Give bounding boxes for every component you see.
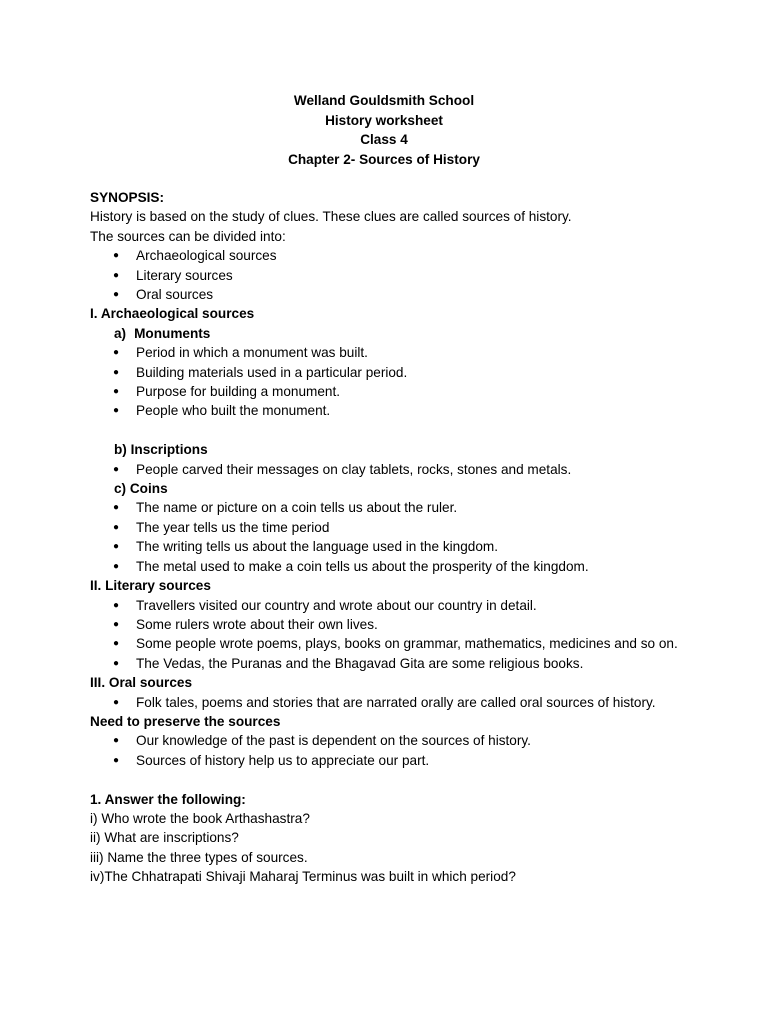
question-item: ii) What are inscriptions? [90,830,239,846]
bullet-icon: ● [113,696,120,708]
bullet-text: People carved their messages on clay tablets, rocks, stones and metals. [136,461,572,477]
bullet-text: Some people wrote poems, plays, books on grammar, mathematics, medicines and so on. [136,636,678,652]
bullet-item [90,382,680,401]
subsection-heading-coins: c) Coins [114,481,168,497]
class-label: Class 4 [360,132,408,147]
bullet-icon: ● [113,502,120,514]
bullet-icon: ● [113,289,120,301]
bullet-item [90,693,680,712]
bullet-text: Our knowledge of the past is dependent on the sources of history. [136,733,531,749]
subsection-label: Monuments [134,325,211,341]
literary-list [90,596,680,674]
bullet-icon: ● [113,366,120,378]
question-item: iii) Name the three types of sources. [90,849,308,865]
section-heading-oral: III. Oral sources [90,675,192,691]
bullet-text: Purpose for building a monument. [136,384,341,400]
bullet-text: Literary sources [136,267,233,283]
synopsis-text: History is based on the study of clues. These clues are called sources of history. [90,209,572,225]
spacer [90,770,680,789]
bullet-item [90,266,680,285]
bullet-text: People who built the monument. [136,403,331,419]
bullet-item [90,343,680,362]
source-types-list [90,246,680,304]
school-name: Welland Gouldsmith School [293,93,475,108]
coins-list [90,498,680,576]
bullet-icon: ● [113,463,120,475]
bullet-item [90,557,680,576]
bullet-item [90,285,680,304]
questions-heading: 1. Answer the following: [90,791,246,807]
bullet-icon: ● [113,521,120,533]
spacer [90,421,680,440]
bullet-icon: ● [113,405,120,417]
chapter-title: Chapter 2- Sources of History [288,151,480,167]
bullet-text: Folk tales, poems and stories that are narrated orally are called oral sources of history. [136,694,656,710]
bullet-item [90,731,680,750]
bullet-icon: ● [113,618,120,630]
bullet-text: The Vedas, the Puranas and the Bhagavad Gita are some religious books. [136,655,584,671]
bullet-text: The metal used to make a coin tells us about the prosperity of the kingdom. [136,558,589,574]
bullet-item [90,654,680,673]
bullet-text: Travellers visited our country and wrote about our country in detail. [136,597,537,613]
bullet-icon: ● [113,541,120,553]
questions-list [90,809,680,887]
bullet-item [90,615,680,634]
bullet-text: Oral sources [136,287,214,303]
bullet-icon: ● [113,386,120,398]
section-heading-literary: II. Literary sources [90,578,211,594]
bullet-item [90,401,680,420]
monuments-list [90,343,680,421]
bullet-text: Building materials used in a particular period. [136,364,408,380]
preserve-list [90,731,680,770]
inscriptions-list [90,460,680,479]
bullet-icon: ● [113,638,120,650]
bullet-item [90,518,680,537]
subsection-heading-monuments [90,324,680,343]
synopsis-heading: SYNOPSIS: [90,190,165,205]
bullet-text: Some rulers wrote about their own lives. [136,616,378,632]
bullet-text: Sources of history help us to appreciate our part. [136,752,430,768]
bullet-text: Archaeological sources [136,248,277,264]
question-item: i) Who wrote the book Arthashastra? [90,810,310,826]
oral-list [90,693,680,712]
worksheet-subject: History worksheet [325,112,443,128]
bullet-text: Period in which a monument was built. [136,345,368,361]
section-heading-preserve: Need to preserve the sources [90,713,281,729]
bullet-icon: ● [113,599,120,611]
bullet-item [90,537,680,556]
bullet-icon: ● [113,754,120,766]
bullet-icon: ● [113,560,120,572]
question-item: iv)The Chhatrapati Shivaji Maharaj Terminus was built in which period? [90,869,516,885]
bullet-text: The year tells us the time period [136,519,330,535]
bullet-item [90,498,680,517]
bullet-item [90,634,680,653]
synopsis-text: The sources can be divided into: [90,228,286,244]
section-heading-archaeological: I. Archaeological sources [90,306,255,322]
bullet-text: The writing tells us about the language used in the kingdom. [136,539,498,555]
bullet-item [90,246,680,265]
worksheet-body [90,188,680,887]
bullet-item [90,363,680,382]
bullet-icon: ● [113,657,120,669]
subsection-heading-inscriptions: b) Inscriptions [114,442,208,458]
bullet-item [90,596,680,615]
bullet-icon: ● [113,250,120,262]
bullet-item [90,751,680,770]
worksheet-header [0,91,768,169]
bullet-text: The name or picture on a coin tells us about the ruler. [136,500,458,516]
bullet-icon: ● [113,269,120,281]
subsection-marker: a) [114,325,127,341]
bullet-icon: ● [113,735,120,747]
bullet-item [90,460,680,479]
bullet-icon: ● [113,347,120,359]
